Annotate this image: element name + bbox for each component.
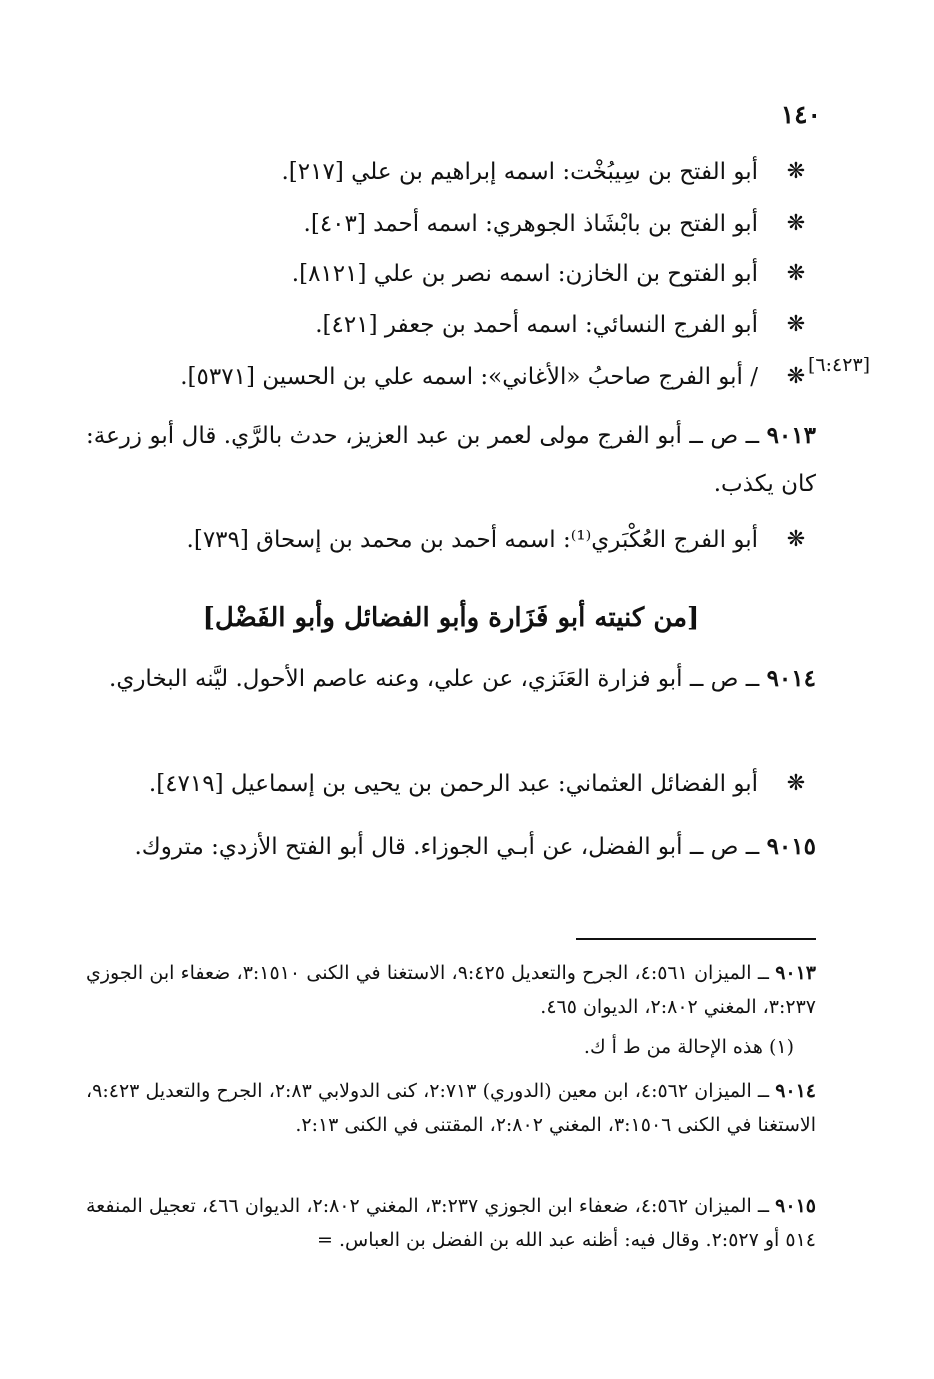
footnote-number: ٩٠١٤ (775, 1080, 817, 1102)
biography-entry-9015 (86, 823, 816, 871)
asterisk-icon: ❋ (786, 527, 806, 552)
entry-text: أبو الفضائل العثماني: عبد الرحمن بن يحيى بن إسماعيل [٤٧١٩]. (148, 771, 758, 797)
biography-entry-9013 (86, 412, 816, 508)
entry-text: أبو الفتوح بن الخازن: اسمه نصر بن علي [٨١٢١]. (291, 261, 758, 287)
entry-number: ٩٠١٣ (766, 422, 816, 449)
entry-text: أبو الفرج العُكْبَري⁽¹⁾: اسمه أحمد بن محمد بن إسحاق [٧٣٩]. (186, 527, 758, 553)
entry-text: ــ ص ــ أبو فزارة العَنَزي، عن علي، وعنه عاصم الأحول. ليَّنه البخاري. (109, 666, 760, 692)
cross-reference-entry (86, 517, 816, 563)
cross-reference-entry (86, 149, 816, 195)
entry-number: ٩٠١٥ (766, 833, 816, 860)
cross-reference-entry (86, 201, 816, 247)
entry-text: أبو الفتح بن بابْشَاذ الجوهري: اسمه أحمد [٤٠٣]. (303, 211, 758, 237)
asterisk-icon: ❋ (786, 364, 806, 389)
footnote-number: (١) (768, 1036, 794, 1058)
footnote-9013 (86, 956, 816, 1024)
entry-text: أبو الفرج النسائي: اسمه أحمد بن جعفر [٤٢١]. (315, 312, 758, 338)
footnote-9014 (86, 1074, 816, 1142)
footnote-number: ٩٠١٣ (775, 962, 817, 984)
footnote-9015 (86, 1189, 816, 1257)
footnote-text: ــ الميزان ٤:٥٦٢، ضعفاء ابن الجوزي ٣:٢٣٧، المغني ٢:٨٠٢، الديوان ٤٦٦، تعجيل المنفعة ٥١٤ أو ٢:٥٢٧. وقال فيه: أظنه عبد الله بن الفضل بن العباس. = (86, 1195, 816, 1251)
section-heading: [من كنيته أبو فَزَارة وأبو الفضائل وأبو الفَضْل] (202, 603, 700, 633)
entry-text: ــ ص ــ أبو الفرج مولى لعمر بن عبد العزيز، حدث بالرَّي. قال أبو زرعة: كان يكذب. (86, 423, 816, 497)
footnote-text: هذه الإحالة من ط أ ك. (583, 1036, 763, 1058)
asterisk-icon: ❋ (786, 771, 806, 796)
footnote-text: ــ الميزان ٤:٥٦١، الجرح والتعديل ٩:٤٢٥، الاستغنا في الكنى ٣:١٥١٠، ضعفاء ابن الجوزي ٣:٢٣٧، المغني ٢:٨٠٢، الديوان ٤٦٥. (86, 962, 816, 1018)
entry-text: / أبو الفرج صاحبُ «الأغاني»: اسمه علي بن الحسين [٥٣٧١]. (180, 364, 758, 390)
footnote-1 (86, 1030, 794, 1064)
biography-entry-9014 (86, 655, 816, 703)
footnote-number: ٩٠١٥ (775, 1195, 816, 1217)
asterisk-icon: ❋ (786, 159, 806, 184)
entry-text: أبو الفتح بن سِيبُخْت: اسمه إبراهيم بن علي [٢١٧]. (281, 159, 758, 185)
page-number: ١٤٠ (780, 100, 821, 129)
cross-reference-entry (86, 251, 816, 297)
cross-reference-entry (86, 302, 816, 348)
cross-reference-entry (86, 761, 816, 807)
cross-reference-entry (86, 354, 816, 400)
entry-number: ٩٠١٤ (766, 665, 816, 692)
margin-reference: [٦:٤٢٣] (808, 354, 871, 376)
asterisk-icon: ❋ (786, 211, 806, 236)
asterisk-icon: ❋ (786, 312, 806, 337)
asterisk-icon: ❋ (786, 261, 806, 286)
footnote-text: ــ الميزان ٤:٥٦٢، ابن معين (الدوري) ٢:٧١٣، كنى الدولابي ٢:٨٣، الجرح والتعديل ٩:٤٢٣، الاستغنا في الكنى ٣:١٥٠٦، المغني ٢:٨٠٢، المقتنى في الكنى ٢:١٣. (86, 1080, 816, 1136)
entry-text: ــ ص ــ أبو الفضل، عن أبـي الجوزاء. قال أبو الفتح الأزدي: متروك. (134, 834, 760, 860)
footnote-separator (576, 938, 816, 940)
